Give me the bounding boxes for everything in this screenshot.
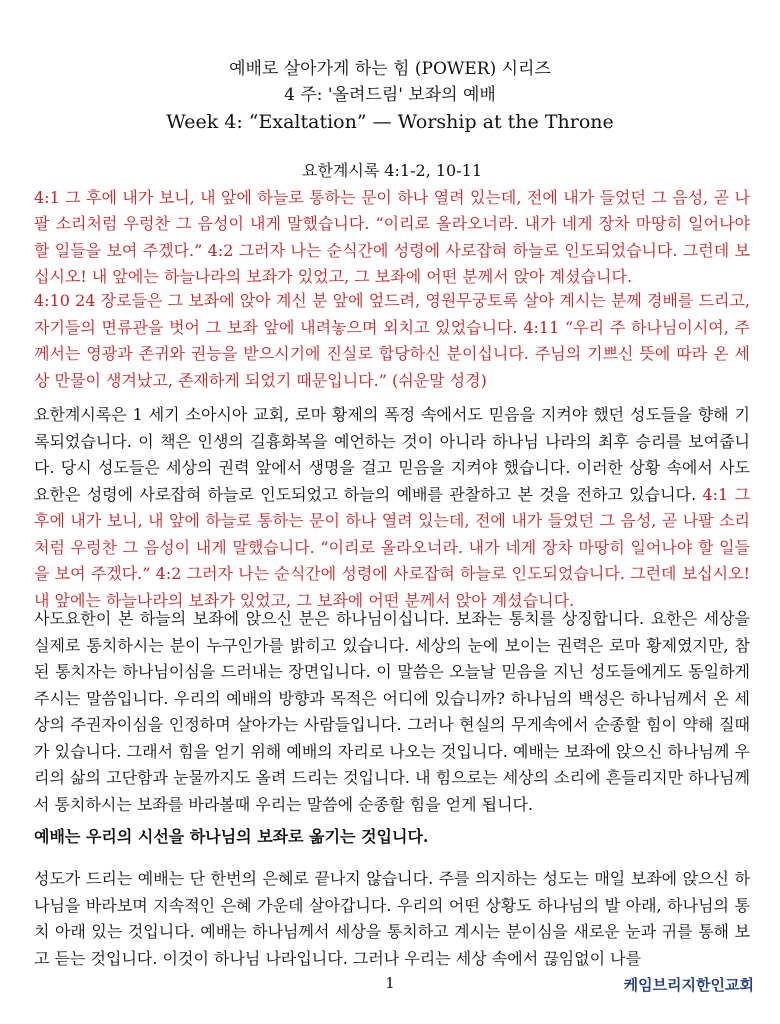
scripture-block: [34, 158, 750, 291]
paragraph-1-text: 요한계시록은 1 세기 소아시아 교회, 로마 황제의 폭정 속에서도 믿음을 지켜야 했던 성도들을 향해 기록되었습니다. 이 책은 인생의 길흉화복을 예언하는 것이 아니라 하나님 나라의 최후 승리를 보여줍니다. 당시 성도들은 세상의 권력 앞에서 생명을 걸고 믿음을 지켜야 했습니다. 이러한 상황 속에서 사도 요한은 성령에 사로잡혀 하늘로 인도되었고 하늘의 예배를 관찰하고 본 것을 전하고 있습니다.: [34, 405, 750, 504]
week-title-korean: 4 주: '올려드림' 보좌의 예배: [284, 85, 496, 105]
church-name: 케임브리지한인교회: [623, 976, 754, 994]
series-title: 예배로 살아가게 하는 힘 (POWER) 시리즈: [229, 59, 551, 79]
scripture-passage-2: 4:10 24 장로들은 그 보좌에 앉아 계신 분 앞에 엎드려, 영원무궁토록 살아 계시는 분께 경배를 드리고, 자기들의 면류관을 벗어 그 보좌 앞에 내려놓으며 외치고 있었습니다. 4:11 “우리 주 하나님이시여, 주께서는 영광과 존귀와 권능을 받으시기에 진실로 합당하신 분이십니다. 주님의 기쁘신 뜻에 따라 온 세상 만물이 생겨났고, 존재하게 되었기 때문입니다.” (쉬운말 성경): [34, 291, 750, 390]
paragraph-1-quote: 4:1 그 후에 내가 보니, 내 앞에 하늘로 통하는 문이 하나 열려 있는데, 전에 내가 들었던 그 음성, 곧 나팔 소리처럼 우렁찬 그 음성이 내게 말했습니다. “이리로 올라오너라. 내가 네게 장차 마땅히 일어나야 할 일들을 보여 주겠다.” 4:2 그러자 나는 순식간에 성령에 사로잡혀 하늘로 인도되었습니다. 그런데 보십시오! 내 앞에는 하늘나라의 보좌가 있었고, 그 보좌에 어떤 분께서 앉아 계셨습니다.: [34, 484, 750, 610]
paragraph-3: 성도가 드리는 예배는 단 한번의 은혜로 끝나지 않습니다. 주를 의지하는 성도는 매일 보좌에 앉으신 하나님을 바라보며 지속적인 은혜 가운데 살아갑니다. 우리의 어떤 상황도 하나님의 발 아래, 하나님의 통치 아래 있는 것입니다. 예배는 하나님께서 세상을 통치하고 계시는 분이심을 새로운 눈과 귀를 통해 보고 듣는 것입니다. 이것이 하나님 나라입니다. 그러나 우리는 세상 속에서 끊임없이 나를: [34, 869, 750, 968]
week-title-english: Week 4: “Exaltation” — Worship at the Throne: [166, 111, 614, 133]
scripture-passage-1: 4:1 그 후에 내가 보니, 내 앞에 하늘로 통하는 문이 하나 열려 있는데, 전에 내가 들었던 그 음성, 곧 나팔 소리처럼 우렁찬 그 음성이 내게 말했습니다. “이리로 올라오너라. 내가 네게 장차 마땅히 일어나야 할 일들을 보여 주겠다.” 4:2 그러자 나는 순식간에 성령에 사로잡혀 하늘로 인도되었습니다. 그런데 보십시오! 내 앞에는 하늘나라의 보좌가 있었고, 그 보좌에 어떤 분께서 앉아 계셨습니다.: [34, 187, 750, 286]
page-number: 1: [385, 974, 395, 992]
section-heading: 예배는 우리의 시선을 하나님의 보좌로 옮기는 것입니다.: [34, 827, 429, 846]
paragraph-1: [34, 402, 750, 614]
paragraph-2: 사도요한이 본 하늘의 보좌에 앉으신 분은 하나님이십니다. 보좌는 통치를 상징합니다. 요한은 세상을 실제로 통치하시는 분이 누구인가를 밝히고 있습니다. 세상의 눈에 보이는 권력은 로마 황제였지만, 참된 통치자는 하나님이심을 드러내는 장면입니다. 이 말씀은 오늘날 믿음을 지닌 성도들에게도 동일하게 주시는 말씀입니다. 우리의 예배의 방향과 목적은 어디에 있습니까? 하나님의 백성은 하나님께서 온 세상의 주권자이심을 인정하며 살아가는 사람들입니다. 그러나 현실의 무게속에서 순종할 힘이 약해 질때가 있습니다. 그래서 힘을 얻기 위해 예배의 자리로 나오는 것입니다. 예배는 보좌에 앉으신 하나님께 우리의 삶의 고단함과 눈물까지도 올려 드리는 것입니다. 내 힘으로는 세상의 소리에 흔들리지만 하나님께서 통치하시는 보좌를 바라볼때 우리는 말씀에 순종할 힘을 얻게 됩니다.: [34, 609, 750, 814]
scripture-reference: 요한계시록 4:1-2, 10-11: [302, 161, 482, 180]
